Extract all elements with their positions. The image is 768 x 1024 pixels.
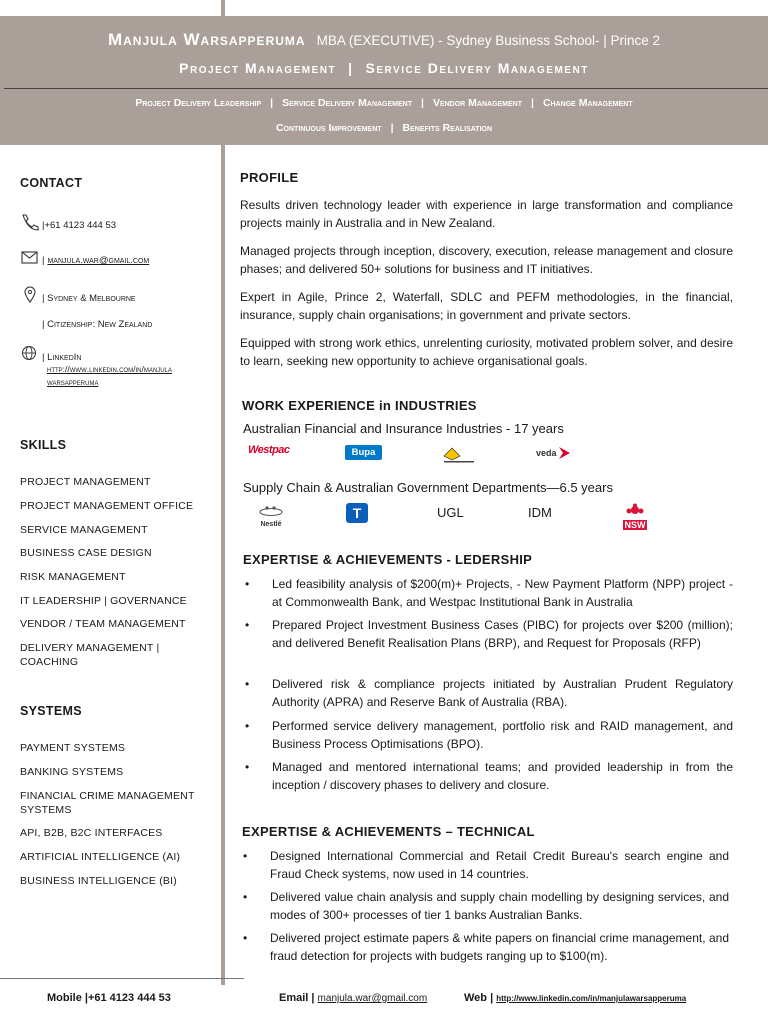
contact-location: [20, 286, 136, 304]
contact-phone: [20, 213, 116, 231]
location-text: | Sydney & Melbourne: [42, 293, 136, 304]
header-roles: [0, 60, 768, 76]
skill-item: IT LEADERSHIP | GOVERNANCE: [20, 595, 187, 607]
email-prefix: |: [42, 255, 45, 266]
header-skill: Vendor Management: [432, 97, 523, 109]
footer-email-link[interactable]: manjula.war@gmail.com: [317, 993, 428, 1004]
footer-web-label: Web |: [464, 992, 494, 1004]
column-divider: [221, 145, 225, 985]
footer-email: [279, 992, 427, 1004]
email-link[interactable]: manjula.war@gmail.com: [47, 255, 150, 266]
leadership-heading: EXPERTISE & ACHIEVEMENTS - LEDERSHIP: [243, 552, 533, 567]
profile-paragraph: Equipped with strong work ethics, unrelenting curiosity, motivated problem solver, and desire to learn, seeking new opportunity to achieve organisational goals.: [240, 336, 733, 368]
contact-heading: CONTACT: [20, 176, 83, 190]
leadership-bullet: • Managed and mentored international teams; and provided leadership in from the inception / discovery phases to delivery and closure.: [243, 759, 733, 794]
header-skills-row-1: Project Delivery Leadership | Service Delivery Management | Vendor Management | Change Management: [135, 97, 633, 109]
telstra-logo: T: [346, 503, 368, 523]
skills-heading: SKILLS: [20, 438, 67, 452]
profile-paragraph: Managed projects through inception, discovery, execution, release management and closure phases; and delivered 50+ solutions for business and IT initiatives.: [240, 244, 733, 276]
skill-item: DELIVERY MANAGEMENT | COACHING: [20, 642, 160, 668]
cba-logo: [442, 446, 476, 469]
leadership-bullet: • Delivered risk & compliance projects initiated by Australian Prudent Regulatory Authority (APRA) and Reserve Bank of Australia (RBA).: [243, 676, 733, 711]
system-item: BUSINESS INTELLIGENCE (BI): [20, 875, 177, 887]
footer-mobile: [47, 992, 171, 1004]
email-icon: [20, 248, 40, 266]
linkedin-label: | LinkedIn: [42, 352, 82, 363]
footer-mobile-label: Mobile |: [47, 992, 88, 1004]
footer-mobile-number: +61 4123 444 53: [87, 992, 171, 1004]
footer-email-label: Email |: [279, 992, 315, 1004]
header-skill: Benefits Realisation: [402, 122, 493, 134]
globe-icon: [20, 345, 40, 363]
leadership-bullet: • Led feasibility analysis of $200(m)+ Projects, - New Payment Platform (NPP) project - at Commonwealth Bank, and Westpac Institutional Bank in Australia: [243, 576, 733, 611]
contact-linkedin: [20, 345, 81, 363]
skill-item: PROJECT MANAGEMENT OFFICE: [20, 500, 194, 512]
nest-icon: [256, 504, 286, 516]
skill-item: VENDOR / TEAM MANAGEMENT: [20, 618, 186, 630]
header-rule: [4, 88, 768, 89]
header-skill: Project Delivery Leadership: [135, 97, 262, 109]
footer-web-link[interactable]: http://www.linkedin.com/in/manjulawarsapperuma: [496, 994, 687, 1003]
work-group-financial: Australian Financial and Insurance Industries - 17 years: [243, 421, 564, 436]
work-heading: WORK EXPERIENCE in INDUSTRIES: [242, 398, 477, 413]
linkedin-url-line-2[interactable]: warsapperuma: [47, 377, 99, 387]
header-name-line: [0, 30, 768, 50]
technical-bullet: • Designed International Commercial and Retail Credit Bureau's search engine and Fraud Check systems, now used in 14 countries.: [241, 848, 729, 883]
veda-logo: veda: [536, 446, 571, 460]
skill-item: RISK MANAGEMENT: [20, 571, 126, 583]
footer-web: [464, 992, 686, 1004]
nestle-wordmark: Nestlé: [260, 521, 282, 528]
system-item: ARTIFICIAL INTELLIGENCE (AI): [20, 851, 181, 863]
nestle-logo: [256, 503, 286, 529]
leadership-bullet: • Prepared Project Investment Business Cases (PIBC) for projects over $200 (million); and delivered Benefit Realisation Plans (BRP), and Request for Proposals (RFP): [243, 617, 733, 652]
system-item: API, B2B, B2C INTERFACES: [20, 827, 163, 839]
technical-heading: EXPERTISE & ACHIEVEMENTS – TECHNICAL: [242, 824, 535, 839]
bupa-logo: Bupa: [345, 445, 382, 460]
skill-item: SERVICE MANAGEMENT: [20, 524, 148, 536]
phone-text: |+61 4123 444 53: [42, 220, 117, 231]
system-item: BANKING SYSTEMS: [20, 766, 124, 778]
header-skill: Service Delivery Management: [282, 97, 412, 109]
waratah-icon: [620, 503, 650, 515]
technical-bullet: • Delivered value chain analysis and supply chain modelling by designing services, and modes of 300+ processes of tier 1 banks Australian Banks.: [241, 889, 729, 924]
profile-heading: PROFILE: [240, 170, 299, 185]
candidate-credentials: MBA (EXECUTIVE) - Sydney Business School- | Prince 2: [316, 33, 661, 48]
candidate-name: Manjula Warsapperuma: [107, 30, 306, 49]
profile-paragraph: Expert in Agile, Prince 2, Waterfall, SDLC and PEFM methodologies, in the financial, insurance, supply chain organisations; in government and private sectors.: [240, 290, 733, 322]
system-item: FINANCIAL CRIME MANAGEMENT SYSTEMS: [20, 790, 195, 816]
phone-icon: [20, 213, 40, 231]
veda-arrow-icon: [557, 446, 571, 460]
role-project-management: Project Management: [179, 60, 337, 76]
profile-paragraph: Results driven technology leader with experience in large transformation and compliance projects mainly in Australia and in New Zealand.: [240, 198, 733, 230]
westpac-logo: Westpac: [248, 444, 290, 456]
skill-item: PROJECT MANAGEMENT: [20, 476, 151, 488]
idm-logo: IDM: [528, 505, 552, 520]
header-skills-row-2: Continuous Improvement | Benefits Realisation: [275, 122, 493, 134]
skill-item: BUSINESS CASE DESIGN: [20, 547, 152, 559]
citizenship-text: | Citizenship: New Zealand: [42, 319, 153, 330]
nsw-wordmark: NSW: [624, 520, 646, 530]
nsw-logo: [619, 502, 651, 530]
role-service-delivery: Service Delivery Management: [365, 60, 589, 76]
system-item: PAYMENT SYSTEMS: [20, 742, 126, 754]
systems-heading: SYSTEMS: [20, 704, 82, 718]
leadership-bullet: • Performed service delivery management, portfolio risk and RAID management, and Business Process Optimisations (BPO).: [243, 718, 733, 753]
technical-bullet: • Delivered project estimate papers & white papers on financial crime management, and fraud detection for projects with budgets ranging up to $100(m).: [241, 930, 729, 965]
footer-rule: [0, 978, 244, 979]
ugl-logo: UGL: [437, 505, 464, 520]
header-skill: Continuous Improvement: [275, 122, 382, 134]
divider-top: [221, 0, 225, 16]
role-separator: |: [348, 60, 354, 76]
contact-email: [20, 248, 149, 266]
linkedin-url-line-1[interactable]: http://www.linkedin.com/in/manjula: [47, 364, 172, 374]
location-pin-icon: [20, 286, 40, 304]
work-group-supply: Supply Chain & Australian Government Departments—6.5 years: [243, 480, 613, 495]
header-skill: Change Management: [542, 97, 633, 109]
top-whitespace: [0, 0, 221, 16]
